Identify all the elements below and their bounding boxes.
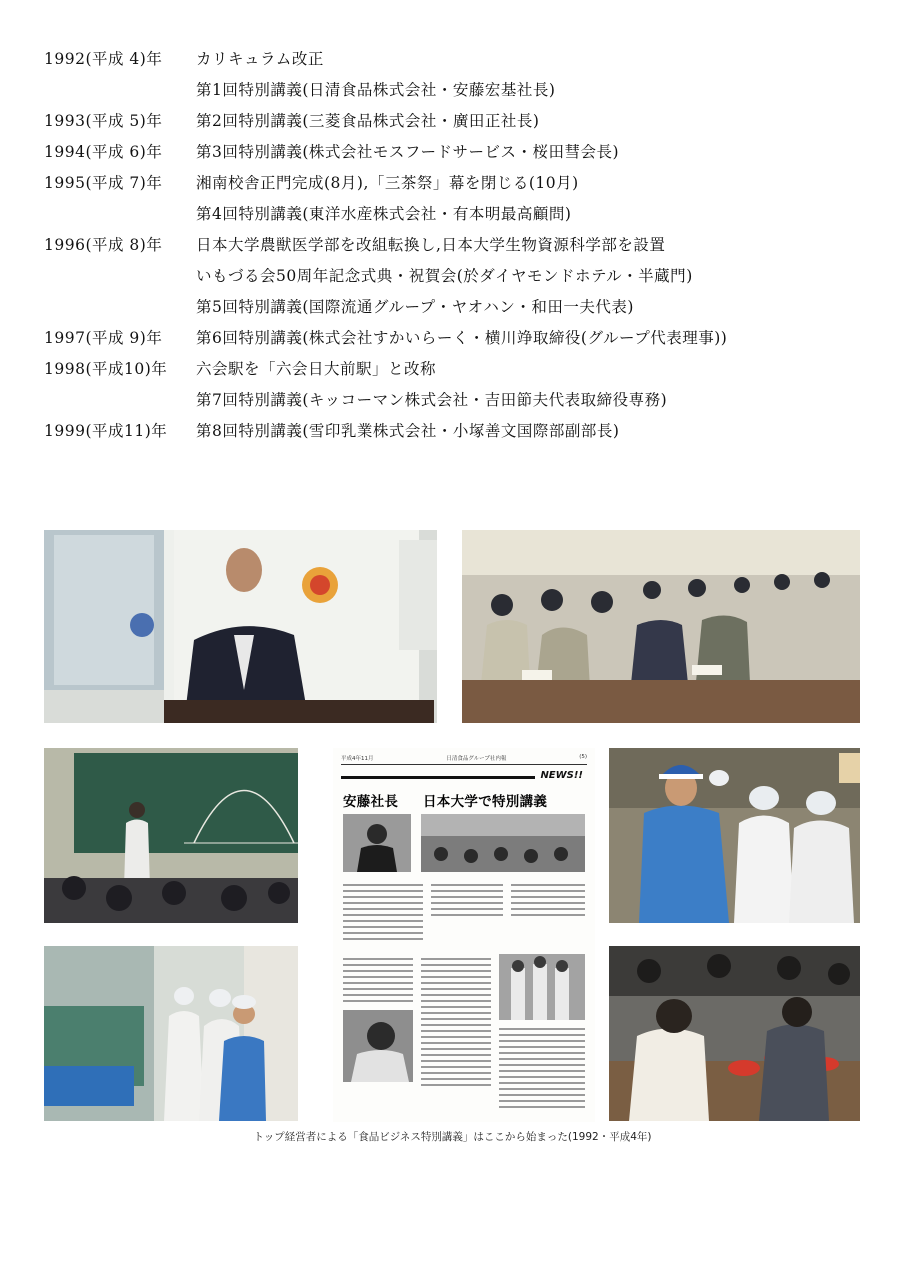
- timeline-row: [44, 352, 884, 383]
- timeline-row: [44, 321, 884, 352]
- photo-factory-executive: [609, 748, 860, 923]
- newspaper-clipping: [333, 748, 595, 1122]
- timeline-event: 第7回特別講義(キッコーマン株式会社・吉田節夫代表取締役専務): [196, 390, 668, 409]
- timeline-event: 第5回特別講義(国際流通グループ・ヤオハン・和田一夫代表): [196, 297, 634, 316]
- photo-audience-seated: [462, 530, 860, 723]
- timeline-event: 第2回特別講義(三菱食品株式会社・廣田正社長): [196, 111, 540, 130]
- timeline-year: 1998(平成10)年: [44, 359, 168, 378]
- news-photo-lecture: [421, 814, 585, 872]
- timeline-year: 1995(平成 7)年: [44, 173, 163, 192]
- news-photo-factory: [499, 954, 585, 1020]
- news-headline-right: 日本大学で特別講義: [423, 794, 548, 810]
- timeline-row: [44, 290, 884, 321]
- timeline-event: 第1回特別講義(日清食品株式会社・安藤宏基社長): [196, 80, 556, 99]
- photo-factory-tour: [44, 946, 298, 1121]
- timeline: [44, 42, 884, 445]
- news-date: 平成4年11月: [341, 756, 374, 762]
- timeline-event: 六会駅を「六会日大前駅」と改称: [196, 359, 437, 378]
- timeline-event: 日本大学農獣医学部を改組転換し,日本大学生物資源科学部を設置: [196, 235, 666, 254]
- news-headline-left: 安藤社長: [343, 794, 399, 810]
- timeline-year: 1997(平成 9)年: [44, 328, 163, 347]
- timeline-row: [44, 197, 884, 228]
- timeline-row: [44, 166, 884, 197]
- timeline-year: 1992(平成 4)年: [44, 49, 163, 68]
- timeline-row: [44, 259, 884, 290]
- news-photo-portrait: [343, 814, 411, 872]
- timeline-row: [44, 383, 884, 414]
- timeline-event: 第3回特別講義(株式会社モスフードサービス・桜田彗会長): [196, 142, 619, 161]
- news-header: [341, 754, 587, 765]
- timeline-year: 1993(平成 5)年: [44, 111, 163, 130]
- timeline-event: 第4回特別講義(東洋水産株式会社・有本明最高顧問): [196, 204, 572, 223]
- news-page-number: (5): [579, 754, 587, 760]
- timeline-event: 第8回特別講義(雪印乳業株式会社・小塚善文国際部副部長): [196, 421, 620, 440]
- timeline-row: [44, 414, 884, 445]
- timeline-event: カリキュラム改正: [196, 49, 324, 68]
- timeline-event: 第6回特別講義(株式会社すかいらーく・横川竫取締役(グループ代表理事)): [196, 328, 728, 347]
- timeline-row: [44, 73, 884, 104]
- photo-noodle-tasting: [609, 946, 860, 1121]
- timeline-year: 1996(平成 8)年: [44, 235, 163, 254]
- timeline-event: いもづる会50周年記念式典・祝賀会(於ダイヤモンドホテル・半蔵門): [196, 266, 693, 285]
- timeline-row: [44, 135, 884, 166]
- photo-caption: トップ経営者による「食品ビジネス特別講義」はここから始まった(1992・平成4年): [253, 1131, 652, 1143]
- news-publication: 日清食品グループ社内報: [446, 756, 507, 762]
- photo-blackboard-lecture: [44, 748, 298, 923]
- timeline-year: 1994(平成 6)年: [44, 142, 163, 161]
- timeline-row: [44, 228, 884, 259]
- news-rule: [341, 776, 535, 779]
- photo-speaker-podium: [44, 530, 437, 723]
- timeline-event: 湘南校舎正門完成(8月),「三茶祭」幕を閉じる(10月): [196, 173, 579, 192]
- news-photo-interview: [343, 1010, 413, 1082]
- news-tag: NEWS!!: [540, 770, 583, 781]
- timeline-row: [44, 42, 884, 73]
- timeline-row: [44, 104, 884, 135]
- timeline-year: 1999(平成11)年: [44, 421, 168, 440]
